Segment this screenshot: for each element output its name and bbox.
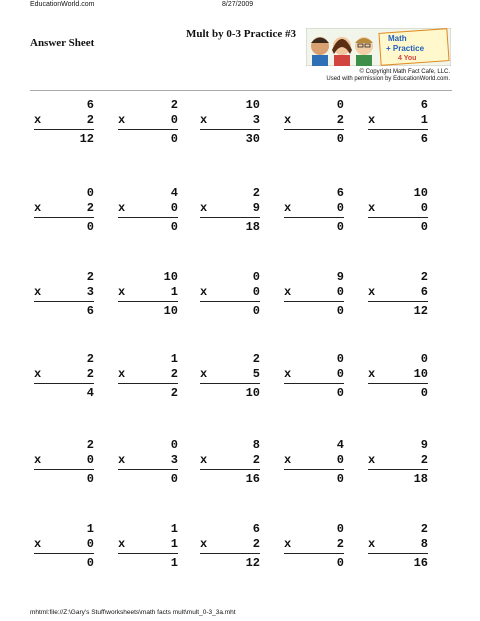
answer-line bbox=[34, 129, 94, 130]
multiplier: 3 bbox=[170, 453, 178, 467]
multiplicand: 10 bbox=[245, 98, 260, 112]
problem bbox=[200, 98, 260, 147]
answer-line bbox=[368, 301, 428, 302]
product-answer: 0 bbox=[170, 220, 178, 234]
problem bbox=[368, 352, 428, 401]
product-answer: 10 bbox=[245, 386, 260, 400]
times-sign: x bbox=[284, 453, 292, 467]
multiplier: 0 bbox=[420, 201, 428, 215]
multiplier: 3 bbox=[86, 285, 94, 299]
problem bbox=[34, 522, 94, 571]
multiplier: 3 bbox=[252, 113, 260, 127]
times-sign: x bbox=[34, 113, 42, 127]
answer-line bbox=[118, 553, 178, 554]
multiplicand: 0 bbox=[252, 270, 260, 284]
answer-line bbox=[34, 553, 94, 554]
answer-line bbox=[34, 301, 94, 302]
product-answer: 0 bbox=[170, 132, 178, 146]
print-date: 8/27/2009 bbox=[222, 1, 254, 8]
answer-line bbox=[118, 129, 178, 130]
product-answer: 0 bbox=[86, 220, 94, 234]
multiplier: 1 bbox=[420, 113, 428, 127]
product-answer: 0 bbox=[86, 556, 94, 570]
multiplicand: 2 bbox=[170, 98, 178, 112]
times-sign: x bbox=[118, 367, 126, 381]
multiplier: 8 bbox=[420, 537, 428, 551]
multiplier: 6 bbox=[420, 285, 428, 299]
answer-line bbox=[368, 129, 428, 130]
product-answer: 4 bbox=[86, 386, 94, 400]
answer-line bbox=[284, 469, 344, 470]
times-sign: x bbox=[200, 201, 208, 215]
problem bbox=[368, 270, 428, 319]
times-sign: x bbox=[368, 201, 376, 215]
multiplicand: 6 bbox=[252, 522, 260, 536]
answer-line bbox=[200, 469, 260, 470]
times-sign: x bbox=[200, 453, 208, 467]
multiplicand: 2 bbox=[252, 352, 260, 366]
multiplier: 2 bbox=[86, 201, 94, 215]
product-answer: 18 bbox=[245, 220, 260, 234]
times-sign: x bbox=[118, 201, 126, 215]
multiplier: 0 bbox=[336, 201, 344, 215]
times-sign: x bbox=[284, 537, 292, 551]
logo-text-1: Math bbox=[388, 34, 407, 43]
multiplier: 2 bbox=[420, 453, 428, 467]
times-sign: x bbox=[34, 201, 42, 215]
product-answer: 2 bbox=[170, 386, 178, 400]
product-answer: 0 bbox=[336, 220, 344, 234]
multiplier: 2 bbox=[86, 367, 94, 381]
times-sign: x bbox=[284, 285, 292, 299]
times-sign: x bbox=[118, 113, 126, 127]
answer-sheet-label: Answer Sheet bbox=[30, 37, 95, 49]
multiplicand: 1 bbox=[170, 352, 178, 366]
times-sign: x bbox=[368, 453, 376, 467]
times-sign: x bbox=[118, 285, 126, 299]
product-answer: 0 bbox=[170, 472, 178, 486]
product-answer: 30 bbox=[245, 132, 260, 146]
problem bbox=[368, 522, 428, 571]
logo-text-2: + Practice bbox=[386, 44, 425, 53]
problem bbox=[118, 270, 178, 319]
multiplicand: 10 bbox=[163, 270, 178, 284]
product-answer: 6 bbox=[420, 132, 428, 146]
multiplicand: 9 bbox=[336, 270, 344, 284]
answer-line bbox=[284, 383, 344, 384]
product-answer: 18 bbox=[413, 472, 428, 486]
problem bbox=[34, 352, 94, 401]
times-sign: x bbox=[200, 367, 208, 381]
multiplicand: 2 bbox=[252, 186, 260, 200]
times-sign: x bbox=[368, 537, 376, 551]
multiplier: 9 bbox=[252, 201, 260, 215]
answer-line bbox=[118, 301, 178, 302]
problem bbox=[118, 98, 178, 147]
product-answer: 16 bbox=[245, 472, 260, 486]
times-sign: x bbox=[368, 113, 376, 127]
times-sign: x bbox=[200, 285, 208, 299]
multiplicand: 9 bbox=[420, 438, 428, 452]
copyright-line-2: Used with permission by EducationWorld.com. bbox=[326, 76, 450, 82]
product-answer: 1 bbox=[170, 556, 178, 570]
problem bbox=[34, 186, 94, 235]
multiplicand: 10 bbox=[413, 186, 428, 200]
product-answer: 0 bbox=[420, 386, 428, 400]
problem bbox=[200, 270, 260, 319]
multiplier: 1 bbox=[170, 285, 178, 299]
problem bbox=[200, 438, 260, 487]
answer-line bbox=[34, 469, 94, 470]
multiplicand: 0 bbox=[336, 522, 344, 536]
copyright-line-1: © Copyright Math Fact Cafe, LLC. bbox=[359, 69, 450, 75]
multiplicand: 0 bbox=[420, 352, 428, 366]
times-sign: x bbox=[200, 113, 208, 127]
problem bbox=[368, 438, 428, 487]
multiplier: 2 bbox=[336, 113, 344, 127]
product-answer: 0 bbox=[252, 304, 260, 318]
multiplier: 0 bbox=[86, 453, 94, 467]
source-site: EducationWorld.com bbox=[30, 1, 95, 8]
times-sign: x bbox=[284, 201, 292, 215]
times-sign: x bbox=[34, 285, 42, 299]
multiplicand: 2 bbox=[86, 270, 94, 284]
problem bbox=[118, 438, 178, 487]
multiplicand: 2 bbox=[420, 270, 428, 284]
multiplicand: 0 bbox=[86, 186, 94, 200]
times-sign: x bbox=[34, 537, 42, 551]
multiplier: 2 bbox=[336, 537, 344, 551]
problem bbox=[200, 352, 260, 401]
product-answer: 0 bbox=[336, 132, 344, 146]
logo-text-3: 4 You bbox=[398, 55, 417, 62]
product-answer: 0 bbox=[336, 472, 344, 486]
product-answer: 0 bbox=[86, 472, 94, 486]
problem bbox=[284, 438, 344, 487]
answer-line bbox=[118, 383, 178, 384]
answer-line bbox=[368, 469, 428, 470]
answer-line bbox=[368, 553, 428, 554]
answer-line bbox=[368, 383, 428, 384]
answer-line bbox=[200, 301, 260, 302]
header-divider bbox=[30, 90, 452, 91]
math-practice-logo bbox=[306, 28, 451, 66]
answer-line bbox=[200, 129, 260, 130]
times-sign: x bbox=[34, 453, 42, 467]
problem bbox=[284, 522, 344, 571]
multiplier: 0 bbox=[86, 537, 94, 551]
multiplier: 5 bbox=[252, 367, 260, 381]
problem bbox=[34, 98, 94, 147]
times-sign: x bbox=[368, 367, 376, 381]
problem bbox=[284, 270, 344, 319]
product-answer: 10 bbox=[163, 304, 178, 318]
times-sign: x bbox=[118, 453, 126, 467]
problem bbox=[368, 98, 428, 147]
multiplicand: 4 bbox=[170, 186, 178, 200]
times-sign: x bbox=[368, 285, 376, 299]
times-sign: x bbox=[118, 537, 126, 551]
product-answer: 12 bbox=[79, 132, 94, 146]
multiplier: 0 bbox=[336, 453, 344, 467]
multiplicand: 8 bbox=[252, 438, 260, 452]
problem bbox=[368, 186, 428, 235]
multiplicand: 0 bbox=[336, 98, 344, 112]
multiplier: 0 bbox=[170, 113, 178, 127]
multiplier: 2 bbox=[252, 453, 260, 467]
answer-line bbox=[118, 469, 178, 470]
product-answer: 12 bbox=[245, 556, 260, 570]
problem bbox=[118, 522, 178, 571]
multiplicand: 6 bbox=[420, 98, 428, 112]
product-answer: 16 bbox=[413, 556, 428, 570]
product-answer: 6 bbox=[86, 304, 94, 318]
answer-line bbox=[200, 553, 260, 554]
multiplicand: 2 bbox=[86, 352, 94, 366]
multiplicand: 0 bbox=[170, 438, 178, 452]
answer-line bbox=[368, 217, 428, 218]
multiplier: 0 bbox=[336, 285, 344, 299]
multiplicand: 2 bbox=[86, 438, 94, 452]
problem bbox=[200, 186, 260, 235]
answer-line bbox=[284, 553, 344, 554]
times-sign: x bbox=[284, 367, 292, 381]
times-sign: x bbox=[34, 367, 42, 381]
problem bbox=[284, 98, 344, 147]
product-answer: 0 bbox=[336, 304, 344, 318]
problem bbox=[118, 186, 178, 235]
times-sign: x bbox=[200, 537, 208, 551]
answer-line bbox=[200, 383, 260, 384]
answer-line bbox=[284, 301, 344, 302]
multiplier: 2 bbox=[86, 113, 94, 127]
footer-file-path: mhtml:file://Z:\Gary's Stuff\worksheets\math facts mult\mult_0-3_3a.mht bbox=[30, 609, 236, 616]
answer-line bbox=[200, 217, 260, 218]
product-answer: 0 bbox=[336, 556, 344, 570]
multiplicand: 0 bbox=[336, 352, 344, 366]
problem bbox=[118, 352, 178, 401]
multiplier: 1 bbox=[170, 537, 178, 551]
multiplicand: 6 bbox=[86, 98, 94, 112]
answer-line bbox=[34, 383, 94, 384]
problem bbox=[200, 522, 260, 571]
problem bbox=[34, 270, 94, 319]
multiplier: 2 bbox=[170, 367, 178, 381]
multiplier: 10 bbox=[413, 367, 428, 381]
multiplier: 0 bbox=[170, 201, 178, 215]
answer-line bbox=[284, 129, 344, 130]
problem bbox=[284, 186, 344, 235]
multiplicand: 4 bbox=[336, 438, 344, 452]
multiplier: 0 bbox=[252, 285, 260, 299]
problem bbox=[34, 438, 94, 487]
page-title: Mult by 0-3 Practice #3 bbox=[186, 28, 296, 40]
multiplier: 2 bbox=[252, 537, 260, 551]
times-sign: x bbox=[284, 113, 292, 127]
answer-line bbox=[34, 217, 94, 218]
multiplicand: 2 bbox=[420, 522, 428, 536]
product-answer: 0 bbox=[336, 386, 344, 400]
multiplier: 0 bbox=[336, 367, 344, 381]
multiplicand: 6 bbox=[336, 186, 344, 200]
product-answer: 0 bbox=[420, 220, 428, 234]
answer-line bbox=[118, 217, 178, 218]
multiplicand: 1 bbox=[170, 522, 178, 536]
problem bbox=[284, 352, 344, 401]
multiplicand: 1 bbox=[86, 522, 94, 536]
answer-line bbox=[284, 217, 344, 218]
product-answer: 12 bbox=[413, 304, 428, 318]
